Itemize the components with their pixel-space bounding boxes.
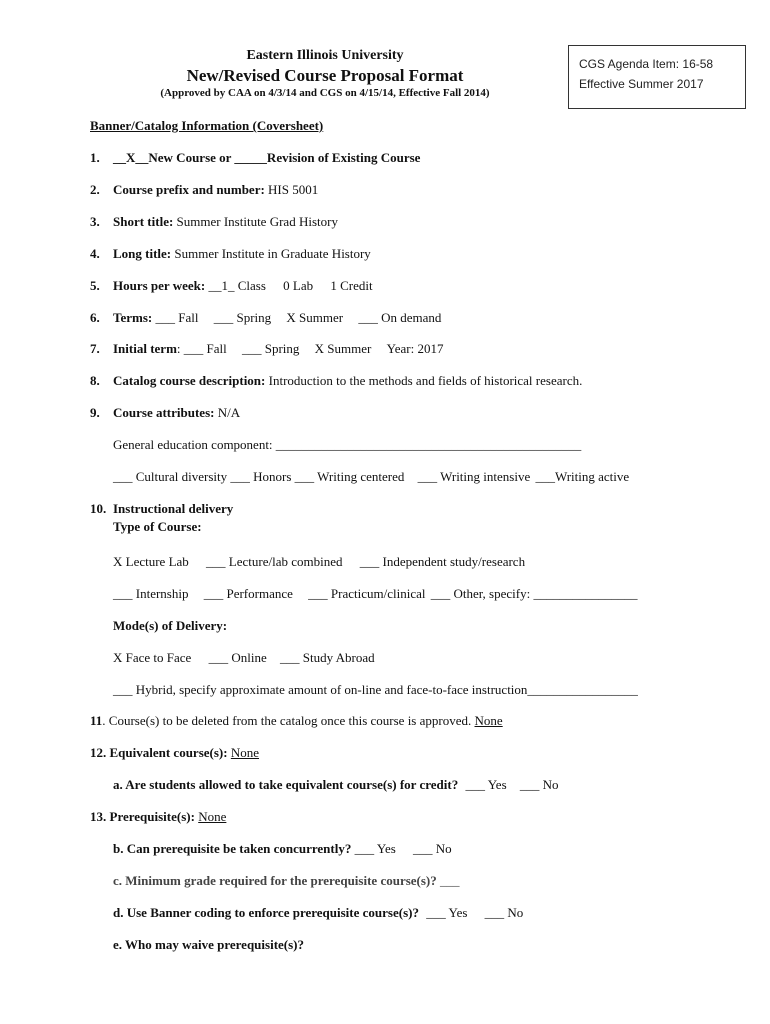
item-12a-no: ___ No [519,777,559,792]
item-11-text: . Course(s) to be deleted from the catalog once this course is approved. [102,713,472,728]
attribute-options [113,469,629,485]
item-12a-yes: ___ Yes [465,777,507,792]
initial-summer: X Summer [314,341,372,356]
item-12a-question: a. Are students allowed to take equivalent course(s) for credit? [113,777,459,792]
item-3 [90,214,338,230]
delivery-study-abroad: ___ Study Abroad [279,650,375,665]
item-4-num: 4. [90,246,100,261]
item-8-label: Catalog course description: [113,373,266,388]
section-heading: Banner/Catalog Information (Coversheet) [90,118,324,133]
item-1-num: 1. [90,150,100,165]
university-name: Eastern Illinois University [246,48,404,63]
term-on-demand: ___ On demand [358,310,442,325]
item-12 [90,745,259,761]
item-13d-yes: ___ Yes [426,905,468,920]
type-performance: ___ Performance [203,586,293,601]
item-13d-no: ___ No [484,905,524,920]
item-7-label: Initial term [113,341,177,356]
term-spring: ___ Spring [213,310,272,325]
type-practicum: ___ Practicum/clinical [308,586,426,601]
item-13c-blank: ___ [440,873,460,888]
item-3-label: Short title: [113,214,174,229]
item-13b-yes: ___ Yes [354,841,396,856]
type-internship: ___ Internship [113,586,189,601]
item-9-label: Course attributes: [113,405,215,420]
item-3-num: 3. [90,214,100,229]
agenda-item: CGS Agenda Item: 16-58 [579,57,714,71]
catalog-description: Introduction to the methods and fields of historical research. [268,373,583,388]
item-1-text: __X__New Course or _____Revision of Existing Course [113,150,421,165]
term-fall: ___ Fall [155,310,199,325]
item-13d-question: d. Use Banner coding to enforce prerequisite course(s)? [113,905,419,920]
attr-cultural-diversity: ___ Cultural diversity [113,469,228,484]
attr-writing-intensive: ___ Writing intensive [417,469,531,484]
item-13e: e. Who may waive prerequisite(s)? [113,937,305,952]
hours-class: __1_ Class [208,278,266,293]
attr-writing-active: ___Writing active [535,469,630,484]
item-9-num: 9. [90,405,100,420]
approval-note: (Approved by CAA on 4/3/14 and CGS on 4/15/14, Effective Fall 2014) [160,87,490,99]
item-11 [90,713,503,729]
type-independent-study: ___ Independent study/research [359,554,526,569]
item-13b [113,841,452,857]
item-5-num: 5. [90,278,100,293]
type-of-course-label: Type of Course: [113,519,202,534]
item-8-num: 8. [90,373,100,388]
item-6 [90,310,442,326]
item-11-num: 11 [90,713,103,728]
course-attributes: N/A [217,405,241,420]
item-13b-question: b. Can prerequisite be taken concurrently? [113,841,352,856]
item-12-label: 12. Equivalent course(s): [90,745,228,760]
delivery-options [113,650,375,666]
item-7 [90,341,444,357]
item-5-label: Hours per week: [113,278,206,293]
deleted-courses: None [474,713,503,728]
form-title: New/Revised Course Proposal Format [186,66,464,85]
item-4 [90,246,371,262]
initial-fall: : ___ Fall [176,341,227,356]
type-other: ___ Other, specify: ________________ [430,586,638,601]
item-2-label: Course prefix and number: [113,182,265,197]
course-number: HIS 5001 [268,182,319,197]
item-10-num: 10. [90,501,107,516]
item-8 [90,373,583,389]
item-2 [90,182,319,198]
item-13 [90,809,226,825]
equivalent-courses: None [230,745,260,760]
delivery-face-to-face: X Face to Face [113,650,192,665]
item-13d [113,905,523,921]
short-title: Summer Institute Grad History [176,214,338,229]
initial-year: Year: 2017 [386,341,444,356]
item-6-num: 6. [90,310,100,325]
item-2-num: 2. [90,182,100,197]
item-7-num: 7. [90,341,100,356]
mode-of-delivery-label: Mode(s) of Delivery: [113,618,228,633]
agenda-box [568,45,746,109]
item-9 [90,405,241,421]
item-13c [113,873,460,889]
item-5 [90,278,373,294]
attr-writing-centered: ___ Writing centered [294,469,405,484]
item-13c-question: c. Minimum grade required for the prerequisite course(s)? [113,873,437,888]
item-10 [90,501,234,517]
item-1 [90,150,421,166]
gen-ed-component: General education component: _______________________________________________ [113,437,582,452]
item-13b-no: ___ No [413,841,452,856]
item-4-label: Long title: [113,246,172,261]
hours-credit: 1 Credit [330,278,373,293]
item-12a [113,777,559,793]
initial-spring: ___ Spring [242,341,300,356]
item-13-label: 13. Prerequisite(s): [90,809,195,824]
item-10-label: Instructional delivery [113,501,234,516]
long-title: Summer Institute in Graduate History [174,246,371,261]
attr-honors: ___ Honors [230,469,292,484]
delivery-online: ___ Online [208,650,267,665]
course-type-options-2 [113,586,637,602]
type-lecture-lab-combined: ___ Lecture/lab combined [206,554,343,569]
course-type-options-1 [113,554,525,570]
hours-lab: 0 Lab [283,278,314,293]
delivery-hybrid: ___ Hybrid, specify approximate amount of on-line and face-to-face instruction_________________ [113,682,638,697]
prerequisites: None [198,809,227,824]
type-lecture-lab: X Lecture Lab [113,554,189,569]
agenda-effective: Effective Summer 2017 [579,77,704,91]
item-6-label: Terms: [113,310,153,325]
term-summer: X Summer [286,310,344,325]
